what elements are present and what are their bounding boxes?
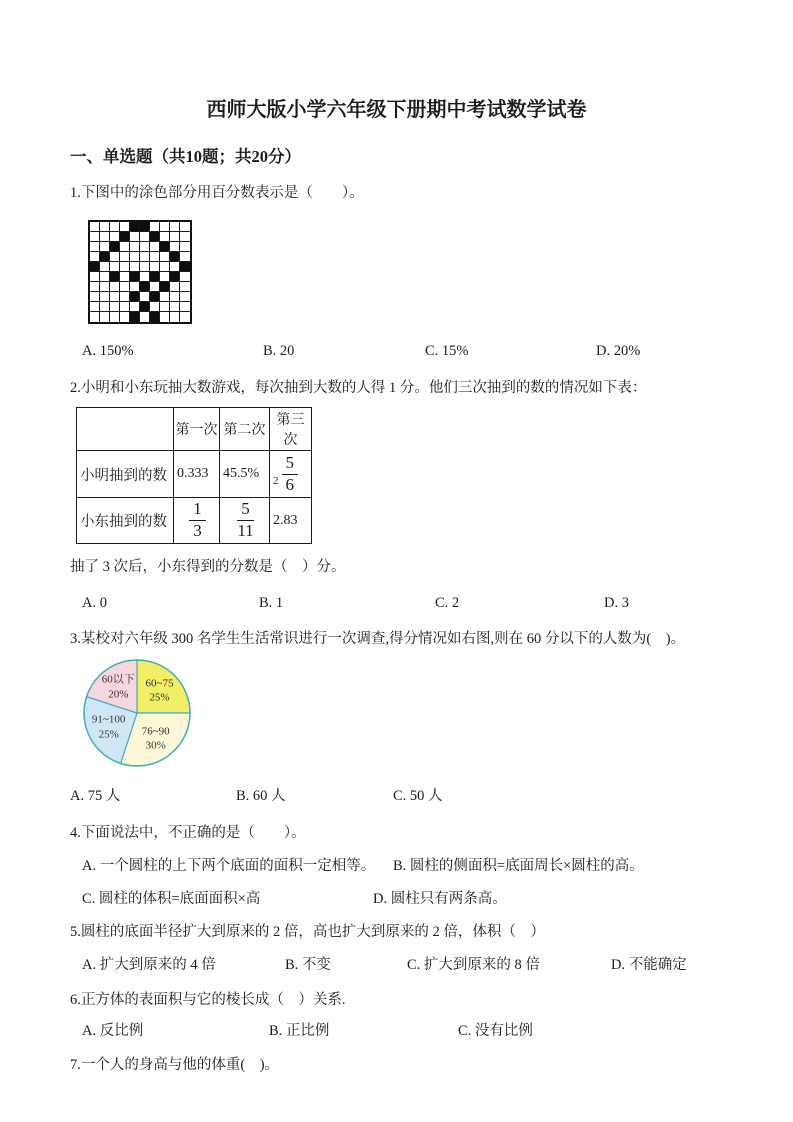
q5-option-a: A. 扩大到原来的 4 倍 — [82, 957, 216, 973]
grid-cell — [120, 222, 130, 232]
grid-cell — [150, 272, 160, 282]
grid-cell — [150, 302, 160, 312]
q2-row2-cell2 — [220, 498, 270, 544]
grid-cell — [140, 302, 150, 312]
grid-cell — [180, 242, 190, 252]
fraction: $\frac{5}{11}$ — [237, 499, 254, 540]
grid-cell — [160, 312, 170, 322]
grid-cell — [170, 252, 180, 262]
grid-cell — [110, 272, 120, 282]
q2-option-d: D. 3 — [604, 595, 629, 611]
q4-options-row2 — [70, 890, 723, 909]
grid-cell — [130, 312, 140, 322]
grid-cell — [100, 272, 110, 282]
grid-cell — [90, 312, 100, 322]
grid-cell — [180, 282, 190, 292]
q2-table-corner — [77, 408, 174, 451]
grid-cell — [130, 232, 140, 242]
q1-options — [70, 342, 723, 361]
grid-cell — [140, 312, 150, 322]
grid-cell — [160, 252, 170, 262]
grid-cell — [170, 232, 180, 242]
grid-cell — [130, 242, 140, 252]
q3-options — [70, 787, 723, 806]
q1-option-c: C. 15% — [425, 343, 469, 359]
q1-option-d: D. 20% — [596, 343, 641, 359]
q2-row1-cell3 — [270, 451, 312, 498]
grid-cell — [90, 272, 100, 282]
grid-cell — [100, 302, 110, 312]
table-row — [77, 451, 312, 498]
grid-cell — [180, 312, 190, 322]
grid-cell — [100, 242, 110, 252]
grid-cell — [160, 242, 170, 252]
grid-cell — [100, 312, 110, 322]
grid-cell — [130, 252, 140, 262]
grid-cell — [100, 262, 110, 272]
q6-options — [70, 1022, 723, 1041]
grid-cell — [170, 292, 180, 302]
grid-cell — [140, 242, 150, 252]
q4-text: 4.下面说法中，不正确的是（ ）。 — [70, 825, 306, 841]
grid-cell — [100, 282, 110, 292]
q1-option-b: B. 20 — [263, 343, 295, 359]
grid-cell — [100, 252, 110, 262]
q5-text: 5.圆柱的底面半径扩大到原来的 2 倍，高也扩大到原来的 2 倍，体积（ ） — [70, 924, 545, 940]
grid-cell — [100, 232, 110, 242]
grid-cell — [140, 282, 150, 292]
q2-option-a: A. 0 — [82, 595, 107, 611]
grid-cell — [150, 292, 160, 302]
grid-cell — [100, 222, 110, 232]
q2-table-header-3: 第三次 — [270, 408, 312, 451]
grid-cell — [150, 262, 160, 272]
grid-cell — [180, 292, 190, 302]
grid-cell — [110, 282, 120, 292]
grid-cell — [110, 262, 120, 272]
q2-table-header-1: 第一次 — [174, 408, 220, 451]
grid-cell — [120, 292, 130, 302]
grid-cell — [90, 232, 100, 242]
grid-cell — [140, 232, 150, 242]
grid-cell — [130, 222, 140, 232]
grid-cell — [170, 282, 180, 292]
q5-option-d: D. 不能确定 — [611, 957, 687, 973]
grid-cell — [160, 302, 170, 312]
grid-cell — [170, 312, 180, 322]
grid-cell — [160, 222, 170, 232]
grid-cell — [120, 262, 130, 272]
q2-row2-cell1 — [174, 498, 220, 544]
grid-cell — [110, 252, 120, 262]
q6-option-b: B. 正比例 — [269, 1023, 330, 1039]
grid-cell — [180, 252, 190, 262]
pie-slice-label: 60以下 20% — [101, 673, 135, 701]
q4-option-a: A. 一个圆柱的上下两个底面的面积一定相等。 — [82, 858, 376, 874]
grid-cell — [160, 232, 170, 242]
section-heading: 一、单选题（共10题；共20分） — [70, 147, 301, 166]
q2-row2-cell3: 2.83 — [270, 498, 312, 544]
percent-grid — [88, 220, 192, 324]
q1-text: 1.下图中的涂色部分用百分数表示是（ ）。 — [70, 185, 364, 201]
grid-cell — [160, 262, 170, 272]
grid-cell — [170, 262, 180, 272]
q4-option-d: D. 圆柱只有两条高。 — [373, 891, 507, 907]
mixed-number: 2 $\frac{5}{6}$ — [273, 454, 298, 494]
grid-cell — [180, 302, 190, 312]
q6-option-a: A. 反比例 — [82, 1023, 144, 1039]
grid-cell — [110, 232, 120, 242]
q5-option-b: B. 不变 — [285, 957, 331, 973]
grid-cell — [90, 282, 100, 292]
pie-slice-label: 60~75 25% — [145, 677, 174, 704]
grid-cell — [150, 312, 160, 322]
grid-cell — [120, 252, 130, 262]
q2-options — [70, 594, 723, 613]
q4-option-c: C. 圆柱的体积=底面面积×高 — [82, 891, 261, 907]
grid-cell — [110, 312, 120, 322]
q2-table-header-row — [77, 408, 312, 451]
q6-text: 6.正方体的表面积与它的棱长成（ ）关系. — [70, 992, 346, 1008]
grid-cell — [180, 262, 190, 272]
pie-slice-label: 76~90 30% — [141, 725, 170, 752]
grid-cell — [110, 292, 120, 302]
q2-row2-label: 小东抽到的数 — [77, 498, 174, 544]
grid-cell — [130, 292, 140, 302]
grid-cell — [170, 242, 180, 252]
table-row — [77, 498, 312, 544]
pie-slice-label: 91~100 25% — [91, 714, 126, 741]
q2-option-b: B. 1 — [259, 595, 284, 611]
grid-cell — [130, 302, 140, 312]
grid-cell — [150, 282, 160, 292]
q2-text: 2.小明和小东玩抽大数游戏，每次抽到大数的人得 1 分。他们三次抽到的数的情况如下表： — [70, 380, 647, 396]
grid-cell — [120, 242, 130, 252]
q2-option-c: C. 2 — [435, 595, 460, 611]
grid-cell — [150, 232, 160, 242]
grid-cell — [90, 292, 100, 302]
grid-cell — [170, 302, 180, 312]
grid-cell — [160, 292, 170, 302]
q2-row1-cell2: 45.5% — [220, 451, 270, 498]
grid-cell — [110, 222, 120, 232]
grid-cell — [130, 262, 140, 272]
q4-options-row1 — [70, 857, 723, 876]
grid-cell — [160, 282, 170, 292]
grid-cell — [110, 242, 120, 252]
grid-cell — [90, 252, 100, 262]
grid-cell — [170, 222, 180, 232]
grid-cell — [150, 252, 160, 262]
page-title: 西师大版小学六年级下册期中考试数学试卷 — [206, 99, 587, 121]
grid-cell — [140, 222, 150, 232]
q3-text: 3.某校对六年级 300 名学生生活常识进行一次调查,得分情况如右图,则在 60 分以下的人数为( )。 — [70, 631, 686, 647]
grid-cell — [120, 232, 130, 242]
grid-cell — [120, 302, 130, 312]
grid-cell — [120, 312, 130, 322]
grid-cell — [90, 302, 100, 312]
q2-table-header-2: 第二次 — [220, 408, 270, 451]
q3-option-c: C. 50 人 — [393, 788, 443, 804]
grid-cell — [170, 272, 180, 282]
q5-option-c: C. 扩大到原来的 8 倍 — [407, 957, 540, 973]
q7-text: 7.一个人的身高与他的体重( )。 — [70, 1057, 280, 1073]
grid-cell — [120, 282, 130, 292]
grid-cell — [140, 262, 150, 272]
q2-followup: 抽了 3 次后，小东得到的分数是（ ）分。 — [70, 559, 346, 575]
grid-cell — [130, 272, 140, 282]
q3-option-a: A. 75 人 — [70, 788, 121, 804]
grid-cell — [180, 232, 190, 242]
q4-option-b: B. 圆柱的侧面积=底面周长×圆柱的高。 — [393, 858, 644, 874]
q2-table — [76, 407, 312, 544]
q2-row1-cell1: 0.333 — [174, 451, 220, 498]
grid-cell — [150, 222, 160, 232]
q1-option-a: A. 150% — [82, 343, 134, 359]
grid-cell — [140, 272, 150, 282]
fraction: $\frac{5}{6}$ — [282, 454, 299, 494]
grid-cell — [90, 262, 100, 272]
grid-cell — [90, 242, 100, 252]
grid-cell — [90, 222, 100, 232]
fraction: $\frac{1}{3}$ — [189, 500, 206, 540]
grid-cell — [180, 222, 190, 232]
grid-cell — [180, 272, 190, 282]
grid-cell — [110, 302, 120, 312]
grid-cell — [160, 272, 170, 282]
grid-cell — [100, 292, 110, 302]
q6-option-c: C. 没有比例 — [458, 1023, 533, 1039]
grid-cell — [150, 242, 160, 252]
grid-cell — [120, 272, 130, 282]
grid-cell — [140, 292, 150, 302]
q3-option-b: B. 60 人 — [236, 788, 286, 804]
q5-options — [70, 956, 723, 975]
pie-chart — [80, 656, 194, 770]
grid-cell — [130, 282, 140, 292]
grid-cell — [140, 252, 150, 262]
q2-row1-label: 小明抽到的数 — [77, 451, 174, 498]
